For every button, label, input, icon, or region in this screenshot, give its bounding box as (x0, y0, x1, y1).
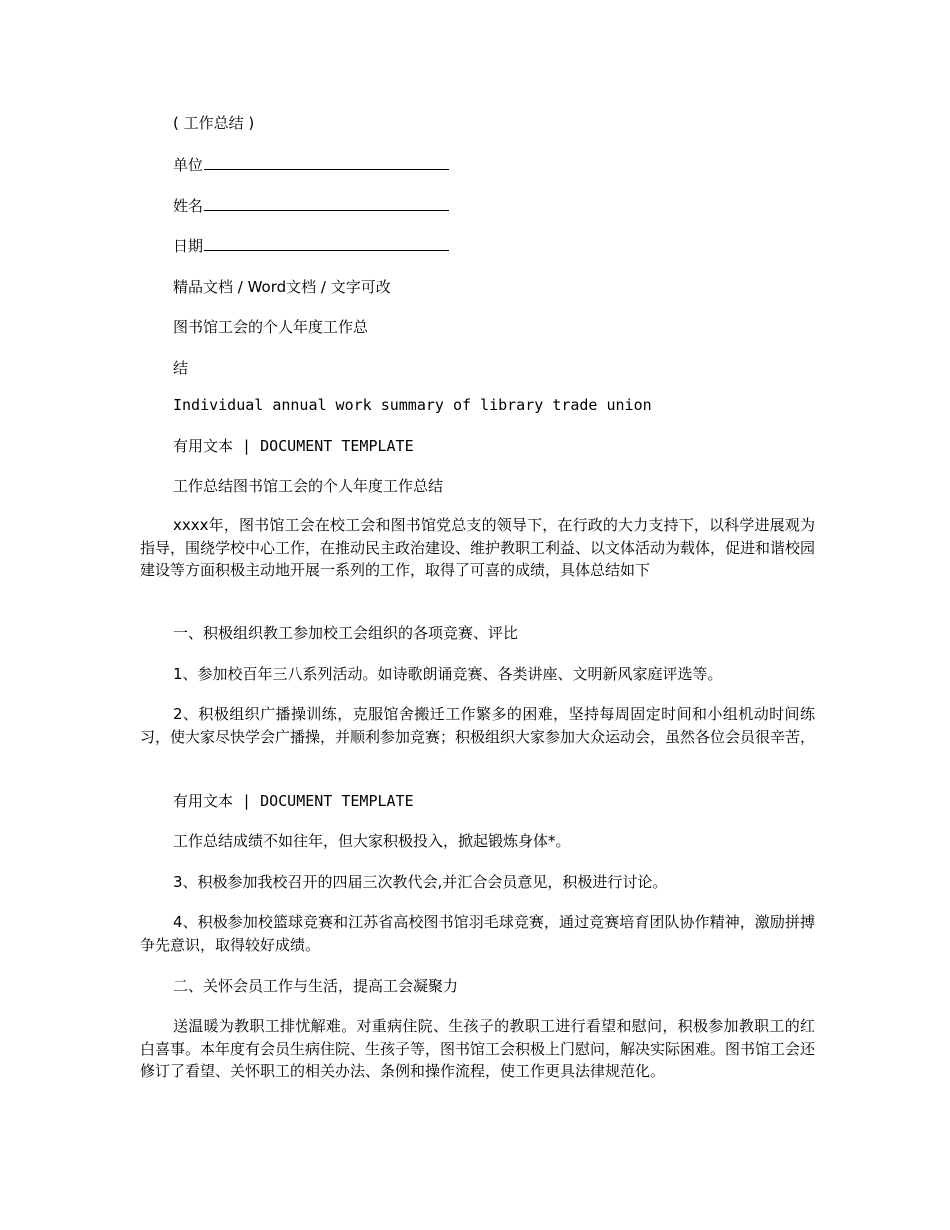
item-3: 3、积极参加我校召开的四届三次教代会,并汇合会员意见，积极进行讨论。 (173, 873, 668, 891)
field-name (173, 195, 449, 216)
field-name-label: 姓名 (173, 197, 204, 215)
field-date-label: 日期 (173, 237, 204, 255)
field-unit-label: 单位 (173, 156, 204, 174)
doc-type-line: 精品文档 / Word文档 / 文字可改 (173, 278, 391, 296)
field-date (173, 235, 449, 256)
item-2-continued: 工作总结成绩不如往年，但大家积极投入，掀起锻炼身体*。 (173, 832, 571, 850)
category-label: ( 工作总结 ) (173, 114, 255, 132)
field-unit-blank (204, 154, 449, 170)
template-label: 有用文本 | DOCUMENT TEMPLATE (173, 437, 414, 455)
intro-paragraph: xxxx年，图书馆工会在校工会和图书馆党总支的领导下，在行政的大力支持下，以科学进展观为指导，围绕学校中心工作，在推动民主政治建设、维护教职工利益、以文体活动为载体，促进和谐校园建设等方面积极主动地开展一系列的工作，取得了可喜的成绩，具体总结如下 (140, 516, 816, 579)
title-line-1: 图书馆工会的个人年度工作总 (173, 318, 369, 336)
section-2-heading: 二、关怀会员工作与生活，提高工会凝聚力 (173, 977, 459, 995)
section-1-heading: 一、积极组织教工参加校工会组织的各项竞赛、评比 (173, 624, 519, 642)
title-line-2: 结 (173, 359, 189, 377)
template-label-2: 有用文本 | DOCUMENT TEMPLATE (173, 792, 414, 810)
item-1: 1、参加校百年三八系列活动。如诗歌朗诵竞赛、各类讲座、文明新风家庭评选等。 (173, 665, 723, 683)
subtitle: 工作总结图书馆工会的个人年度工作总结 (173, 477, 444, 495)
item-4: 4、积极参加校篮球竞赛和江苏省高校图书馆羽毛球竞赛，通过竞赛培育团队协作精神，激励拼搏争先意识，取得较好成绩。 (140, 913, 815, 954)
field-date-blank (204, 235, 449, 251)
section-2-paragraph: 送温暖为教职工排忧解难。对重病住院、生孩子的教职工进行看望和慰问，积极参加教职工的红白喜事。本年度有会员生病住院、生孩子等，图书馆工会积极上门慰问，解决实际困难。图书馆工会还修订了看望、关怀职工的相关办法、条例和操作流程，使工作更具法律规范化。 (140, 1017, 816, 1080)
field-name-blank (204, 195, 449, 211)
item-2: 2、积极组织广播操训练，克服馆舍搬迁工作繁多的困难，坚持每周固定时间和小组机动时间练习，使大家尽快学会广播操，并顺利参加竞赛；积极组织大家参加大众运动会，虽然各位会员很辛苦， (140, 705, 816, 746)
field-unit (173, 154, 449, 175)
title-english: Individual annual work summary of library trade union (173, 396, 652, 414)
